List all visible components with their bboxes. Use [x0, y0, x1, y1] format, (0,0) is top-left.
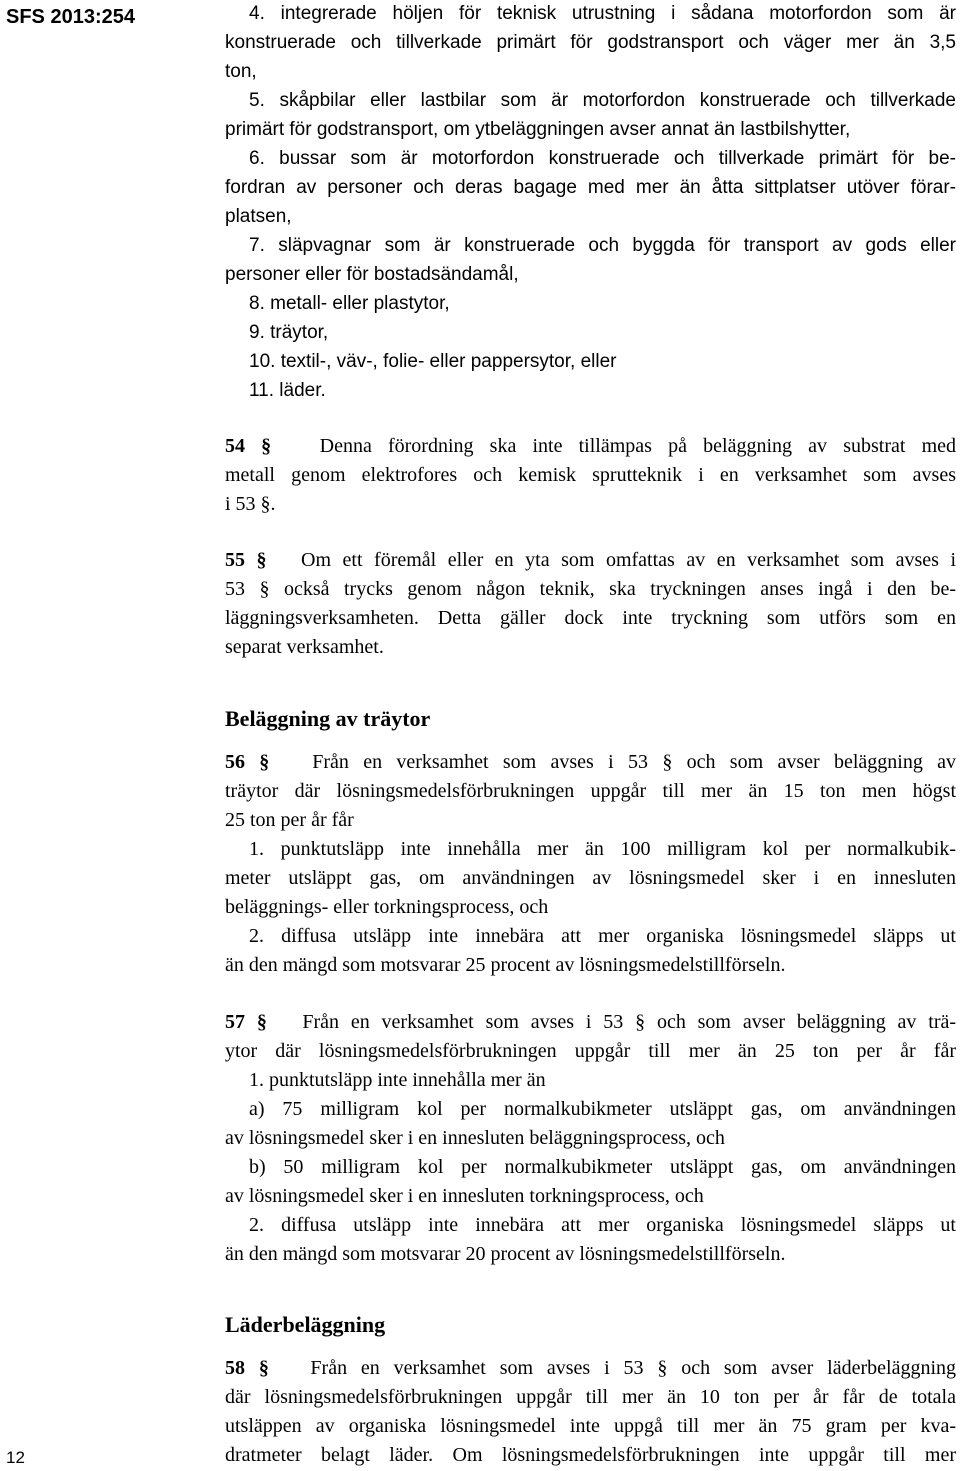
- list-item-8: 8. metall- eller plastytor,: [249, 293, 450, 314]
- paragraph-57-line-6: b) 50 milligram kol per normalkubikmeter utsläppt gas, om användningen: [249, 1156, 956, 1178]
- paragraph-56-line-4: 1. punktutsläpp inte innehålla mer än 100 milligram kol per normalkubik-: [249, 838, 956, 860]
- list-item-4-line-1: 4. integrerade höljen för teknisk utrustning i sådana motorfordon som är: [249, 3, 956, 24]
- section-number-56: 56 §: [225, 751, 270, 773]
- paragraph-57-line-4: a) 75 milligram kol per normalkubikmeter utsläppt gas, om användningen: [249, 1098, 956, 1120]
- list-item-11: 11. läder.: [249, 380, 326, 401]
- list-item-10: 10. textil-, väv-, folie- eller pappersytor, eller: [249, 351, 617, 372]
- paragraph-54-text-1: Denna förordning ska inte tillämpas på beläggning av substrat med: [319, 435, 956, 457]
- paragraph-54-line-1: [225, 434, 956, 458]
- paragraph-58-text-1: Från en verksamhet som avses i 53 § och som avser läderbeläggning: [310, 1357, 956, 1379]
- sfs-header: SFS 2013:254: [6, 6, 135, 28]
- list-item-5-line-2: primärt för godstransport, om ytbeläggningen avser annat än lastbilshytter,: [225, 119, 851, 140]
- paragraph-54-line-2: metall genom elektrofores och kemisk sprutteknik i en verksamhet som avses: [225, 464, 956, 486]
- paragraph-55-line-4: separat verksamhet.: [225, 636, 384, 658]
- section-number-58: 58 §: [225, 1357, 269, 1379]
- paragraph-56-line-6: beläggnings- eller torkningsprocess, och: [225, 896, 549, 918]
- section-number-57: 57 §: [225, 1011, 267, 1033]
- paragraph-55-text-1: Om ett föremål eller en yta som omfattas av en verksamhet som avses i: [301, 549, 957, 571]
- paragraph-57-line-9: än den mängd som motsvarar 20 procent av lösningsmedelstillförseln.: [225, 1243, 786, 1265]
- paragraph-57-line-2: ytor där lösningsmedelsförbrukningen uppgår till mer än 25 ton per år får: [225, 1040, 956, 1062]
- paragraph-58-line-4: dratmeter belagt läder. Om lösningsmedelsförbrukningen inte uppgår till mer: [225, 1444, 956, 1466]
- paragraph-54-line-3: i 53 §.: [225, 493, 276, 515]
- paragraph-58-line-2: där lösningsmedelsförbrukningen uppgår till mer än 10 ton per år får de totala: [225, 1386, 956, 1408]
- paragraph-57-line-1: [225, 1010, 956, 1034]
- list-item-4-line-2: konstruerade och tillverkade primärt för godstransport och väger mer än 3,5: [225, 32, 956, 53]
- section-number-55: 55 §: [225, 549, 267, 571]
- paragraph-58-line-3: utsläppen av organiska lösningsmedel inte uppgå till mer än 75 gram per kva-: [225, 1415, 956, 1437]
- list-item-6-line-1: 6. bussar som är motorfordon konstruerade och tillverkade primärt för be-: [249, 148, 956, 169]
- paragraph-57-line-5: av lösningsmedel sker i en innesluten beläggningsprocess, och: [225, 1127, 725, 1149]
- paragraph-55-line-2: 53 § också trycks genom någon teknik, ska tryckningen anses ingå i den be-: [225, 578, 956, 600]
- section-number-54: 54 §: [225, 435, 272, 457]
- page-number: 12: [6, 1448, 25, 1467]
- list-item-6-line-2: fordran av personer och deras bagage med mer än åtta sittplatser utöver förar-: [225, 177, 956, 198]
- paragraph-57-line-8: 2. diffusa utsläpp inte innebära att mer organiska lösningsmedel släpps ut: [249, 1214, 956, 1236]
- list-item-4-line-3: ton,: [225, 61, 257, 82]
- section-heading-leather: Läderbeläggning: [225, 1312, 386, 1337]
- paragraph-56-line-8: än den mängd som motsvarar 25 procent av lösningsmedelstillförseln.: [225, 954, 786, 976]
- list-item-5-line-1: 5. skåpbilar eller lastbilar som är motorfordon konstruerade och tillverkade: [249, 90, 956, 111]
- paragraph-55-line-3: läggningsverksamheten. Detta gäller dock inte tryckning som utförs som en: [225, 607, 956, 629]
- paragraph-56-line-7: 2. diffusa utsläpp inte innebära att mer organiska lösningsmedel släpps ut: [249, 925, 956, 947]
- list-item-7-line-2: personer eller för bostadsändamål,: [225, 264, 519, 285]
- paragraph-57-line-7: av lösningsmedel sker i en innesluten torkningsprocess, och: [225, 1185, 704, 1207]
- paragraph-56-line-3: 25 ton per år får: [225, 809, 354, 831]
- paragraph-56-text-1: Från en verksamhet som avses i 53 § och som avser beläggning av: [312, 751, 957, 773]
- list-item-9: 9. träytor,: [249, 322, 329, 343]
- section-heading-wood: Beläggning av träytor: [225, 706, 431, 731]
- paragraph-56-line-5: meter utsläppt gas, om användningen av lösningsmedel sker i en innesluten: [225, 867, 956, 889]
- paragraph-55-line-1: [225, 548, 956, 572]
- paragraph-58-line-1: [225, 1356, 956, 1380]
- list-item-7-line-1: 7. släpvagnar som är konstruerade och byggda för transport av gods eller: [249, 235, 956, 256]
- paragraph-56-line-1: [225, 750, 956, 774]
- paragraph-57-line-3: 1. punktutsläpp inte innehålla mer än: [249, 1069, 546, 1091]
- paragraph-56-line-2: träytor där lösningsmedelsförbrukningen uppgår till mer än 15 ton men högst: [225, 780, 956, 802]
- paragraph-57-text-1: Från en verksamhet som avses i 53 § och som avser beläggning av trä-: [302, 1011, 957, 1033]
- list-item-6-line-3: platsen,: [225, 206, 292, 227]
